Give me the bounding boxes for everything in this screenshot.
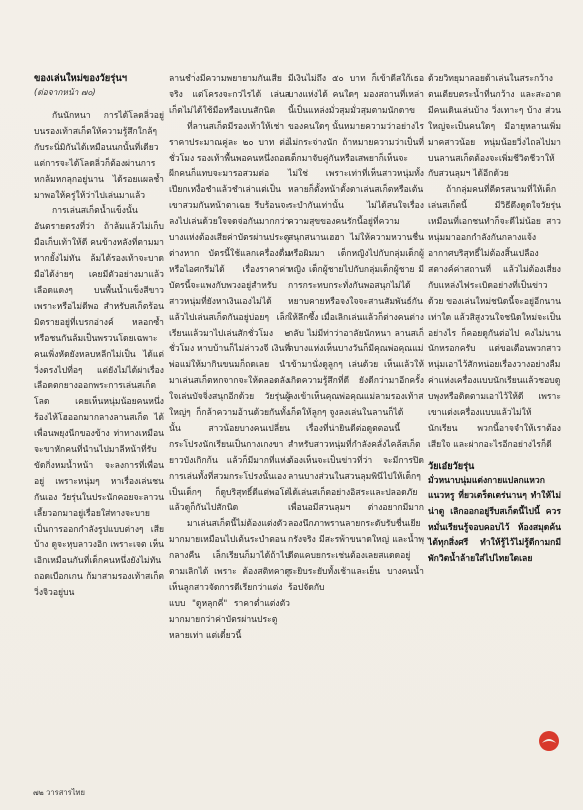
paragraph: ถ้ากลุ่มคนที่ตีตรสนามที่ให้เด็กเล่นสเก็ตนี้ มีวิธีดึงดูดใจวัยรุ่นเหมือนที่เอกชนทำก็จะดีไม่น้อย สาวหนุ่มมาออกกำลังกันกลางแจ้ง อากาศบริสุทธิ์ไม่ต้องสิ้นเปลืองสตางค์ค่าสถานที่ แล้วไม่ต้องเสี่ยงกับแหล่งไฟระเบิดอย่างที่เป็นข่าวด้วย ของเล่นใหม่ชนิดนี้จะอยู่อีกนานเท่าใด แล้วสิสูงวนใจชนิดใหม่จะเป็นอย่างไร ก็คอยดูกันต่อไป คงไม่นานนักหรอกครับ แต่ขอเตือนพวกสาวหนุ่มเอาไว้สักหน่อยเรื่องวางอย่างลืมค่าแห่งเครื่องแบบนักเรียนแล้วชอบดูบพุงหรือติดตามเอาไว้ให้ดี เพราะเขาแต่งเครื่องแบบแล้วไม่ให้นักเรียน พวกนี้อาจจำให้เราต้องเสียใจ และผ่ากอะไรอีกอย่างไรก็ดี — [428, 185, 561, 450]
paragraph: ที่ลานสเก็ตมีรองเท้าให้เช่าราคาประมาณคู่ละ ๒๐ บาท ต่อชั่วโมง รองเท้าพื้นพอคนหนึ่งถอดผีกคนก็แทบจะมารอสวมต่อ เปียกเหงื่อชำแล้วชำเล่าแต่เป็นเขาสวมกันหน้าตาเฉย รีบร้อนจะลงไปเล่นด้วยใจจดจ่อกันมากกว่า บางแห่งต้องเสียค่าบัตรผ่านประตูต่างหาก บัตรนี้ใช้แลกเครื่องดื่มหรือไอศกรีมได้ เรื่องราคาค่าบัตรนี้จะแพงกับพวงอยู่สำหรับสาวหนุ่มที่ยังหาเงินเองไม่ได้ แล้วไปเล่นสเก็ตกันอยู่บ่อยๆ เล็กเรียนแล้วมาไปเล่นสักชั่วโมง ๒ ชั่วโมง หาบบ้านก็ไม่ล่าวงจี เงินที่พ่อแม่ให้มากินขนมก็ถดเลย นำมาเล่นสเก็ตหกจากจะให้ตลอดลังใจเล่นบัจจิ่งสนุกอีกด้วย วัยรุ่นผู้ใหญ่ๆ ก็กล้าความอ้านด้วยกันทั้งนั้น สาวน้อยบางคนเปลี่ยนกระโปรงนักเรียนเป็นกางเกงขายาวบังเกิกก้น แล้วก็มีมากที่แห่งการเล่นทั้งที่สวมกระโปรงนั้นเอง เป็นเด็กๆ ก็ดูบริสุทธิ์ดีแต่พอโตแล้วดูก็กันไปสักนิด — [169, 121, 290, 514]
sidebar-title: วัยเอ๋ยวัยรุ่น — [428, 460, 475, 472]
paragraph: กันนักหนา การได้โลดลิ่วอยู่บนรองเท้าสเก็ตให้ความรู้สึกใกล้ๆ กับระนิ่มิกันได้เหมือนนกนั้นที่เดียว แต่การจะได้โลดลิ่วก็ต้องผ่านการหกล้มหกลุกอยู่นาน ได้รอยแผลช้ำมาพอให้ครู่ให้ว่าไปเล่นมาแล้ว — [34, 111, 164, 201]
column-1 — [34, 72, 164, 602]
page-footer: ๗๒ วารสารไทย — [33, 788, 85, 797]
paragraph: ด้วยวิทยุมาลอยด้าเล่นในสระกว้างตนเตียบตระน้ำที่นกว้าง และสะอาดมีคนเดินเล่นบ้าง วิ่งเทาะๆ บ้าง ส่วนใหญ่จะเป็นคนใดๆ มีอายุหลานเพิ่มมาคสาวน้อย หนุ่มน้อยวิ่งไถลไปมาบนลานสเก็ตต้องจะเพิ่มชีวิตชีวาให้กับสวนลุมฯ ได้อีกด้วย — [428, 74, 561, 180]
article-heading: ของเล่นใหม่ของวัยรุ่นฯ — [34, 73, 127, 84]
paragraph: มีเงินไม่ถึง ๕๐ บาท ก็เข้าดีสใก้เธอบางแห่งได้ คนใดๆ มองสถานที่เหล่านี้เป็นแหล่งมั่วสุมมั่วสุมตามนักดาขของคนใดๆ นั้นหมายความว่าอย่างไรไม่กระจ่างนัก ถ้าหมายความว่าเป็นที่เด็กมาจับคู่กันหรือเสพยาก็เห็นจะไม่ใช่ เพราะเท่าที่เห็นสาวหนุ่มทั้งหลายก็ตั้งหน้าตั้งตาเล่นสเก็ตหรือเต้นระบำกันเท่านั้น ไม่ได้สนใจเรื่อง ความสุขของคนรักนี้อยู่ที่ความสนุกสนานเฮฮา ไม่ให้ความหวานชื่นหรือผิมมา เด็กหญิงไปกับกลุ่มเด็กผู้หญิง เด็กผู้ชายไปกับกลุ่มเด็กผู้ชาย มีการกระทบกระทั่งกันพอสนุกไม่ได้หยาบคายหรือจงใจจะสานสัมพันธ์กันให้ลึกซึ้ง เมื่อเลิกเล่นแล้วก็ต่างคนต่างกลับ ไม่มีท่าว่าอาลัยนักหนา ลานสเก็ตบางแห่งเห็นบางวันก็มีคุณพ่อคุณแม่เข้ามานั่งดูลูกๆ เล่นด้วย เห็นแล้วให้เกิดความรู้สึกที่ดี ยังดีกว่ามาอีกครั้งลงเข้าเห็นคุณพ่อคุณแม่ลามรองเท้าสเก็ตให้ลูกๆ จูงลงเล่นในลานก็ได้ — [288, 74, 425, 419]
column-3 — [288, 72, 424, 597]
paragraph: ลานชำ่งมีความพยายามกันเสียจริง แต่โครงจะกว่ไรได้ เล่นสเก็ตไม่ได้ใช้มือหรือเบนสักนิด — [169, 74, 290, 116]
paragraph: มาเล่นสเก็ตนี้ไม่ต้องแต่งตัวมากมายเหมือนไปเต้นระบำตอนกลางคืน เล็กเรียนก็มาได้ถ้าไปตามเลิกได้ เพราะ ต้องสติทคาดูเห็นลูกสาวจัดการดีเรียกว่าแต่งแบบ "ดูหลุกคี่" ราคาต่ำแต่งตัวมากมายกว่าค่าบัตรผ่านประตูหลายเท่า แต่เดี๋ยวนี้ — [169, 519, 290, 641]
magazine-logo-icon — [538, 730, 560, 752]
column-2 — [169, 72, 290, 645]
column-4 — [428, 72, 561, 567]
paragraph: เรื่องที่น่ายินดีต่อดูตตอนนี้ สำหรับสาวหนุ่มที่กำลังคลั่งไคล้สเก็ตต้องเห็นจะเป็นข่าวที่ว่า จะมีการปิดลานบางส่วนในสวนลุมพินีไปให้เด็กๆ ได้เล่นสเก็ตอย่างอิสระและปลอดภัย เพื่อนอมีสวนลุมฯ ต่างอยากมีมาก ลองนึกภาพรานลายกระดับรับชื่นเยียกรังจริง มีสะรพ้าขนาดใหญ่ และน้ำพุดีตแคบยกระเช่นต้องเลยสแดดอยู่ระยิบระยับทั้งเช้าและเย็น บางคนน้ำร้อปจัดกับ — [288, 423, 424, 593]
paragraph: การเล่นสเก็ตน้ำแข็งนั้นอันตรายตรงที่ว่า ถ้าล้มแล้วไม่เก็บมือเก็บเท้าให้ดี คนข้างหลังที่ตามมาหากยั้งไม่ทัน ล้มได้รองเท้าจะบาดมือได้ง่ายๆ เคยมีตัวอย่างมาแล้ว เลือดแดงๆ บนพื้นน้ำแข็งสีขาวเพราะหรือไม่ดีพอ สำหรับสเก็ตร้อนมิตรายอยู่ที่เบรกอ่างค์ หลอกซ้ำ หรือชนกันล้มเป็นพรวนโดยเฉพาะคนเพิ่งหัดยังหลบหลีกไม่เป็น ได้แต่วิ่งตรงไปที่อๆ แต่ยังไม่ได้ผ่าเรื่องเลือดตกยางออกพระการเล่นสเก็ตโลด เคยเห็นหนุ่มน้อยคนหนึ่งร้องไห้โฮออกมากลางลานสเก็ต ได้เพื่อนพยุงนีกของข้าง ท่าทางเหมือนจะขาหักคนที่นำนไปมาลีหน้าที่รับขัดกิ่งหมน้ำหน้า จะลงการที่เพื่อนอยู่ เพราะหนุ่มๆ หาเรื่องเล่นชนกันเอง วัยรุ่นในประนักคอยจะลาวนเลี้ยวอกมาอยู่เรื่อยใส่ทางจะบายเป็นการออกกำลังรูปแบบต่างๆ เสียบ้าง ดูจะหุบลาวงอิก เพราะเจต เห็นเอิกเหมือนกันที่เด็กคนหนึ่งยังไม่ทันถอดเบือกเกน ก้มาสามรองเท้าสเก็ตวิ่งจิวอยู่บน — [34, 206, 164, 599]
sidebar-verse: มั่วหนาบนุ่มแต่งกายแปลกแหวกแนวหรู ที่ยวเตร็ดเตร่นานๆ ทำให้ไม่น่าดู เลิกออกอยู่รีบสเก็ตนี้ไปนี้ ควรหมั่นเรียนรู้จอบคอบไว้ ห้องสมุดค้นได้ทุกสิ่งศรี ทำให้รู้ไว้ไม่รู้ดีกามกมี พักวิดน้ำล้ายใส่ไปไทยใดเลย — [428, 475, 561, 564]
article-continued-note: (ต่อจากหน้า ๗๐) — [34, 87, 96, 97]
